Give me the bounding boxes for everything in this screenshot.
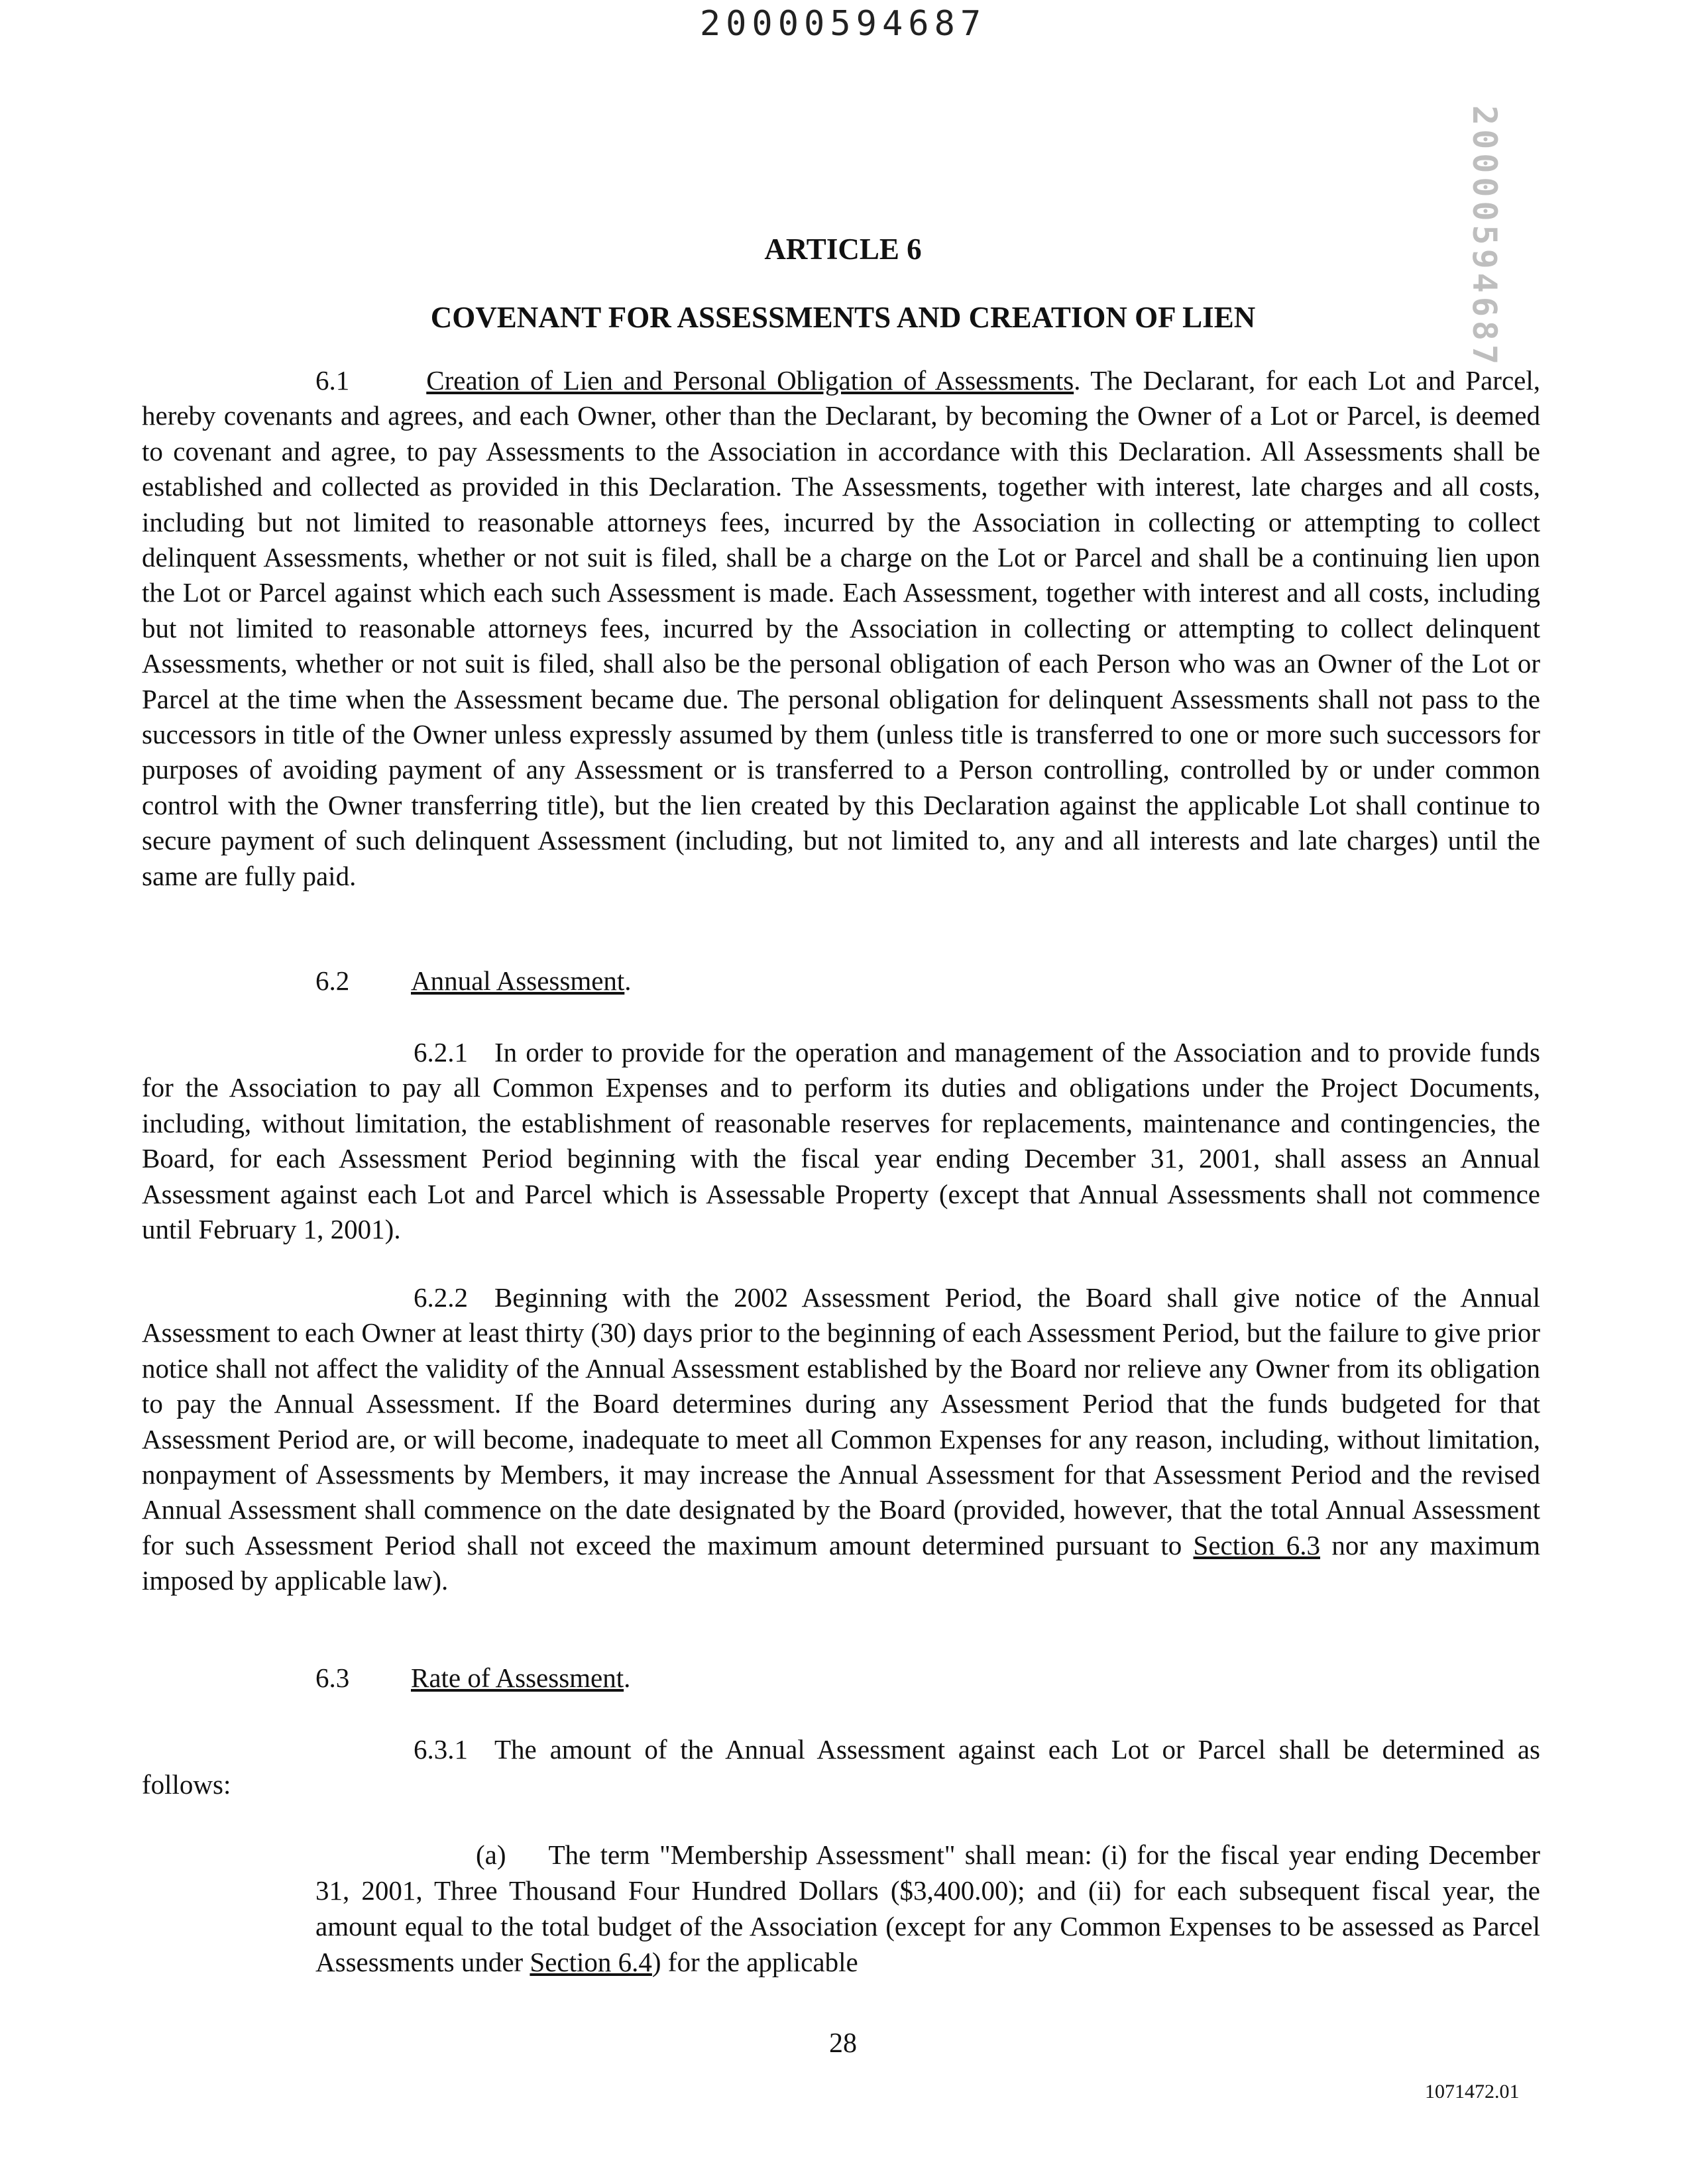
section-6-2-heading-period: . bbox=[624, 965, 632, 996]
section-6-1-text: . The Declarant, for each Lot and Parcel, hereby covenants and agrees, and each Owner, other than the Declarant, by becoming the Owner of a Lot or Parcel, is deemed to covenant and agree, to pay Assessments to the Association in accordance with this Declaration. All Assessments shall be established and collected as provided in this Declaration. The Assessments, together with interest, late charges and all costs, including but not limited to reasonable attorneys fees, incurred by the Association in collecting or attempting to collect delinquent Assessments, whether or not suit is filed, shall be a charge on the Lot or Parcel and shall be a continuing lien upon the Lot or Parcel against which each such Assessment is made. Each Assessment, together with interest and all costs, including but not limited to reasonable attorneys fees, incurred by the Association in collecting or attempting to collect delinquent Assessments, whether or not suit is filed, shall also be the personal obligation of each Person who was an Owner of the Lot or Parcel at the time when the Assessment became due. The personal obligation for delinquent Assessments shall not pass to the successors in title of the Owner unless expressly assumed by them (unless title is transferred to one or more such successors for purposes of avoiding payment of any Assessment or is transferred to a Person controlling, controlled by or under common control with the Owner transferring title), but the lien created by this Declaration against the applicable Lot shall continue to secure payment of such delinquent Assessment (including, but not limited to, any and all interests and late charges) until the same are fully paid. bbox=[142, 365, 1540, 891]
document-stamp-number: 20000594687 bbox=[699, 4, 987, 44]
section-6-3-number: 6.3 bbox=[315, 1663, 350, 1693]
section-6-3-heading-line bbox=[411, 1662, 630, 1694]
section-6-2-2-paragraph bbox=[142, 1280, 1540, 1599]
section-6-3-1-paragraph bbox=[142, 1732, 1540, 1803]
section-6-2-2-text-b: nor any maximum imposed by applicable law). bbox=[142, 1529, 1540, 1596]
section-6-2-1-text: In order to provide for the operation and management of the Association and to provide funds for the Association to pay all Common Expenses and to perform its duties and obligations under the Project Documents, including, without limitation, the establishment of reasonable reserves for replacements, maintenance and contingencies, the Board, for each Assessment Period beginning with the fiscal year ending December 31, 2001, shall assess an Annual Assessment against each Lot and Parcel which is Assessable Property (except that Annual Assessments shall not commence until February 1, 2001). bbox=[142, 1037, 1540, 1245]
section-6-4-reference: Section 6.4 bbox=[530, 1947, 652, 1977]
article-title: COVENANT FOR ASSESSMENTS AND CREATION OF LIEN bbox=[430, 301, 1256, 334]
section-6-3-1-text: The amount of the Annual Assessment against each Lot or Parcel shall be determined as follows: bbox=[142, 1734, 1540, 1800]
section-6-1-number: 6.1 bbox=[315, 365, 350, 396]
section-6-2-heading-line bbox=[411, 965, 632, 997]
section-6-1-heading: Creation of Lien and Personal Obligation of Assessments bbox=[426, 365, 1074, 396]
section-6-3-heading-period: . bbox=[624, 1663, 631, 1693]
section-6-2-1-paragraph bbox=[142, 1035, 1540, 1247]
document-id: 1071472.01 bbox=[1425, 2081, 1520, 2102]
section-6-2-1-number: 6.2.1 bbox=[414, 1037, 468, 1067]
section-6-3-heading: Rate of Assessment bbox=[411, 1663, 624, 1693]
article-label: ARTICLE 6 bbox=[764, 233, 922, 266]
subsection-a-text-b: ) for the applicable bbox=[651, 1947, 858, 1977]
section-6-3-reference: Section 6.3 bbox=[1193, 1529, 1321, 1560]
section-6-2-2-text-a: Beginning with the 2002 Assessment Period, the Board shall give notice of the Annual Assessment to each Owner at least thirty (30) days prior to the beginning of each Assessment Period, but the failure to give prior notice shall not affect the validity of the Annual Assessment established by the Board nor relieve any Owner from its obligation to pay the Annual Assessment. If the Board determines during any Assessment Period that the funds budgeted for that Assessment Period are, or will become, inadequate to meet all Common Expenses for any reason, including, without limitation, nonpayment of Assessments by Members, it may increase the Annual Assessment for that Assessment Period and the revised Annual Assessment shall commence on the date designated by the Board (provided, however, that the total Annual Assessment for such Assessment Period shall not exceed the maximum amount determined pursuant to bbox=[142, 1282, 1540, 1560]
subsection-a-paragraph bbox=[315, 1837, 1540, 1980]
section-6-1-paragraph bbox=[142, 363, 1540, 894]
subsection-a-label: (a) bbox=[476, 1839, 506, 1870]
section-6-2-2-number: 6.2.2 bbox=[414, 1282, 468, 1313]
section-6-3-1-number: 6.3.1 bbox=[414, 1734, 468, 1765]
section-6-2-heading: Annual Assessment bbox=[411, 965, 625, 996]
page-number: 28 bbox=[829, 2028, 857, 2059]
side-stamp-number: 20000594687 bbox=[1465, 105, 1504, 369]
subsection-a-text-a: The term "Membership Assessment" shall mean: (i) for the fiscal year ending December 31, 2001, Three Thousand Four Hundred Dollars ($3,400.00); and (ii) for each subsequent fiscal year, the amount equal to the total budget of the Association (except for any Common Expenses to be assessed as Parcel Assessments under bbox=[315, 1839, 1540, 1977]
section-6-2-number: 6.2 bbox=[315, 965, 350, 996]
